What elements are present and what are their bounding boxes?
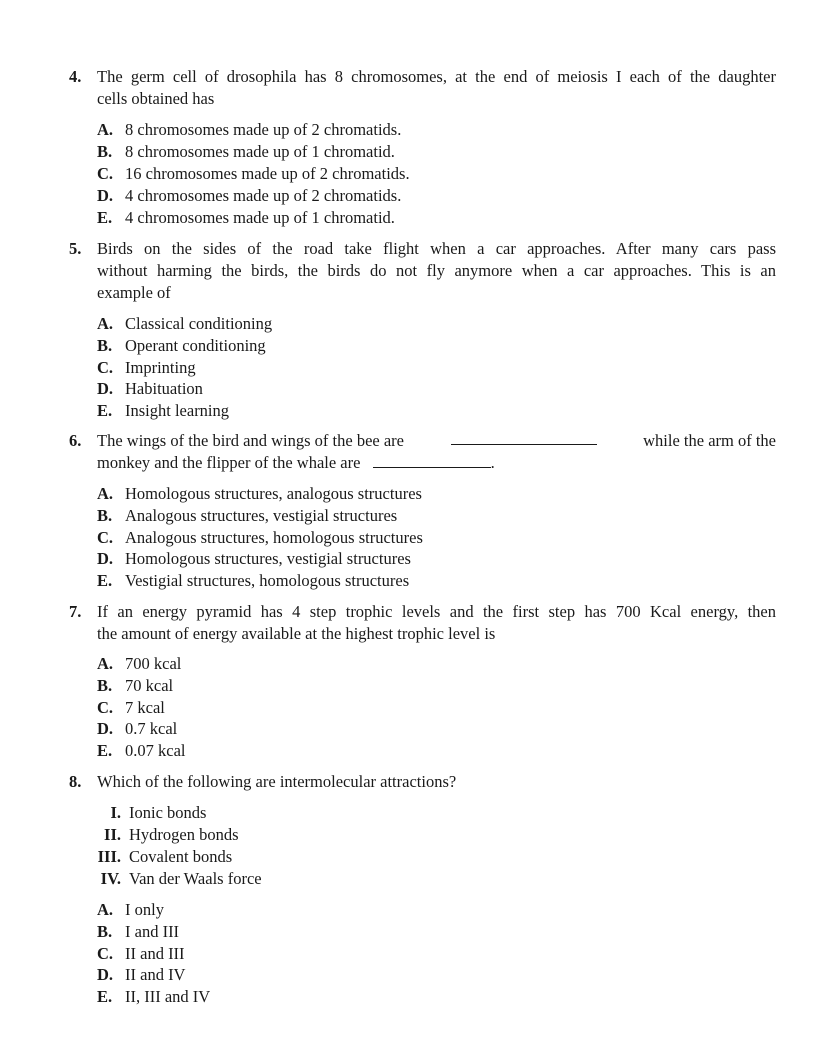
answer-option[interactable] [97,505,397,526]
option-letter: C. [97,698,114,717]
option-letter: E. [97,571,113,590]
option-letter: A. [97,314,114,333]
answer-option[interactable] [97,163,410,184]
question-stem-line: the amount of energy available at the highest trophic level is [97,624,496,643]
option-text: Habituation [125,379,203,398]
answer-option[interactable] [97,964,185,985]
answer-option[interactable] [97,921,179,942]
option-letter: D. [97,379,114,398]
answer-option[interactable] [97,570,409,591]
question-number: 8. [69,772,82,791]
option-letter: D. [97,549,114,568]
answer-option[interactable] [97,119,401,140]
answer-option[interactable] [97,740,185,761]
option-text: Homologous structures, analogous structures [125,484,422,503]
answer-option[interactable] [97,141,395,162]
answer-blank [451,430,597,445]
option-letter: D. [97,719,114,738]
question-stem-line: cells obtained has [97,89,215,108]
statement-numeral: I. [110,803,121,822]
answer-option[interactable] [97,899,164,920]
option-letter: C. [97,944,114,963]
answer-option[interactable] [97,357,196,378]
answer-option[interactable] [97,986,210,1007]
stem-text: . [490,453,495,472]
question-stem-line: The germ cell of drosophila has 8 chromosomes, at the end of meiosis I each of the daughter [97,67,776,86]
stem-text: The wings of the bird and wings of the bee are [97,431,404,450]
question-number: 5. [69,239,82,258]
question-number: 7. [69,602,82,621]
option-letter: A. [97,484,114,503]
option-letter: B. [97,922,113,941]
option-letter: C. [97,358,114,377]
option-text: I and III [125,922,180,941]
answer-option[interactable] [97,313,272,334]
option-letter: D. [97,965,114,984]
statement-numeral: III. [97,847,121,866]
option-text: Operant conditioning [125,336,266,355]
option-text: 0.07 kcal [125,741,186,760]
option-text: 16 chromosomes made up of 2 chromatids. [125,164,410,183]
option-text: II, III and IV [125,987,211,1006]
answer-option[interactable] [97,378,203,399]
answer-option[interactable] [97,697,165,718]
answer-option[interactable] [97,400,229,421]
question-stem-line: Birds on the sides of the road take flight when a car approaches. After many cars pass [97,239,776,258]
question-stem-line: If an energy pyramid has 4 step trophic levels and the first step has 700 Kcal energy, then [97,602,776,621]
option-letter: E. [97,208,113,227]
option-text: Insight learning [125,401,230,420]
option-text: II and IV [125,965,186,984]
option-letter: B. [97,336,113,355]
answer-option[interactable] [97,653,181,674]
option-letter: C. [97,164,114,183]
option-text: Classical conditioning [125,314,273,333]
option-letter: E. [97,741,113,760]
option-text: 0.7 kcal [125,719,178,738]
option-text: Analogous structures, vestigial structures [125,506,398,525]
option-text: 8 chromosomes made up of 2 chromatids. [125,120,402,139]
option-letter: E. [97,987,113,1006]
option-text: Imprinting [125,358,196,377]
option-letter: A. [97,900,114,919]
option-text: Analogous structures, homologous structures [125,528,423,547]
option-text: 4 chromosomes made up of 1 chromatid. [125,208,395,227]
option-letter: C. [97,528,114,547]
option-text: Vestigial structures, homologous structures [125,571,410,590]
option-letter: B. [97,676,113,695]
stem-text: monkey and the flipper of the whale are [97,453,361,472]
option-text: 700 kcal [125,654,182,673]
statement-text: Hydrogen bonds [129,825,239,844]
statement-text: Covalent bonds [129,847,233,866]
statement-item [69,824,239,845]
question-stem-line: Which of the following are intermolecular attractions? [97,772,457,791]
option-text: 4 chromosomes made up of 2 chromatids. [125,186,402,205]
option-letter: B. [97,142,113,161]
answer-option[interactable] [97,943,185,964]
option-letter: A. [97,654,114,673]
option-text: Homologous structures, vestigial structures [125,549,411,568]
statement-item [69,868,262,889]
statement-text: Ionic bonds [129,803,207,822]
statement-text: Van der Waals force [129,869,262,888]
answer-option[interactable] [97,483,422,504]
option-text: 8 chromosomes made up of 1 chromatid. [125,142,395,161]
option-letter: E. [97,401,113,420]
answer-option[interactable] [97,185,401,206]
answer-option[interactable] [97,548,411,569]
question-number: 6. [69,431,82,450]
answer-blank [373,453,491,468]
option-letter: D. [97,186,114,205]
question-stem-line [97,430,776,452]
statement-numeral: IV. [100,869,121,888]
option-text: II and III [125,944,185,963]
question-number: 4. [69,67,82,86]
option-letter: A. [97,120,114,139]
stem-text: while the arm of the [643,431,776,450]
question-stem-line: without harming the birds, the birds do not fly anymore when a car approaches. This is an [97,261,776,280]
option-letter: B. [97,506,113,525]
answer-option[interactable] [97,675,173,696]
question-stem-line: example of [97,283,171,302]
question-stem-line [97,452,776,474]
statement-item [69,802,206,823]
answer-option[interactable] [97,527,423,548]
answer-option[interactable] [97,207,395,228]
option-text: 7 kcal [125,698,165,717]
option-text: 70 kcal [125,676,174,695]
answer-option[interactable] [97,718,177,739]
statement-numeral: II. [104,825,121,844]
answer-option[interactable] [97,335,266,356]
option-text: I only [125,900,164,919]
statement-item [69,846,232,867]
